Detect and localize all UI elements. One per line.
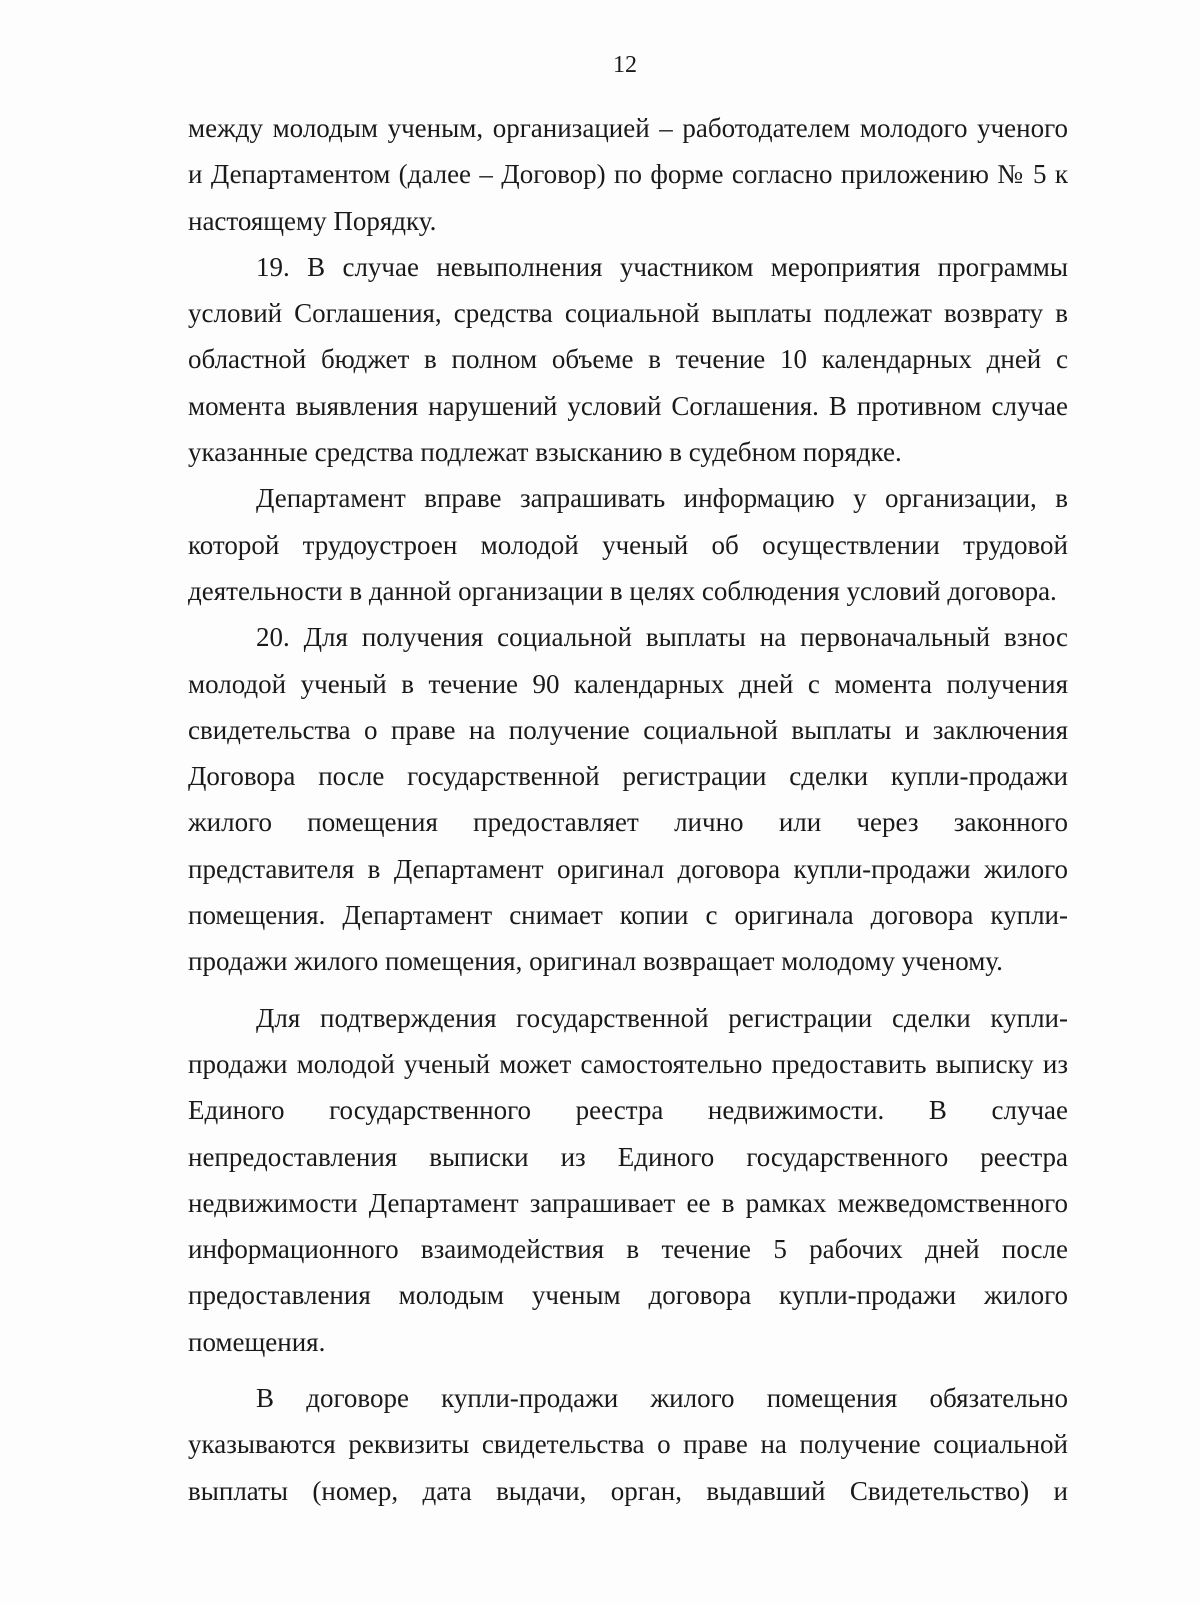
text-line: недвижимости Департамент запрашивает ее в рамках межведомственного bbox=[188, 1187, 1068, 1218]
text-line: продажи жилого помещения, оригинал возвращает молодому ученому. bbox=[188, 946, 1003, 977]
page-number: 12 bbox=[613, 52, 637, 78]
text-line: помещения. bbox=[188, 1326, 326, 1357]
text-line: Для подтверждения государственной регистрации сделки купли- bbox=[256, 1002, 1068, 1033]
text-line: которой трудоустроен молодой ученый об осуществлении трудовой bbox=[188, 529, 1068, 560]
text-line: областной бюджет в полном объеме в течение 10 календарных дней с bbox=[188, 344, 1068, 375]
text-line: Единого государственного реестра недвижимости. В случае bbox=[188, 1095, 1068, 1126]
text-line: молодой ученый в течение 90 календарных дней с момента получения bbox=[188, 668, 1068, 699]
text-line: свидетельства о праве на получение социальной выплаты и заключения bbox=[188, 714, 1068, 745]
text-line: деятельности в данной организации в целях соблюдения условий договора. bbox=[188, 575, 1057, 606]
text-line: представителя в Департамент оригинал договора купли-продажи жилого bbox=[188, 853, 1068, 884]
text-line: 20. Для получения социальной выплаты на первоначальный взнос bbox=[256, 622, 1068, 653]
text-line: жилого помещения предоставляет лично или через законного bbox=[188, 807, 1068, 838]
paragraph-gap bbox=[188, 985, 1068, 995]
text-line: информационного взаимодействия в течение 5 рабочих дней после bbox=[188, 1234, 1068, 1265]
text-line: между молодым ученым, организацией – работодателем молодого ученого bbox=[188, 113, 1068, 143]
text-line: выплаты (номер, дата выдачи, орган, выдавший Свидетельство) и bbox=[188, 1475, 1068, 1506]
text-line: В договоре купли-продажи жилого помещения обязательно bbox=[256, 1383, 1068, 1414]
text-line: 19. В случае невыполнения участником мероприятия программы bbox=[256, 251, 1068, 282]
text-line: предоставления молодым ученым договора купли-продажи жилого bbox=[188, 1280, 1068, 1311]
text-line: указываются реквизиты свидетельства о праве на получение социальной bbox=[188, 1429, 1068, 1460]
document-body bbox=[188, 105, 1068, 1514]
text-line: указанные средства подлежат взысканию в судебном порядке. bbox=[188, 437, 902, 468]
text-line: момента выявления нарушений условий Соглашения. В противном случае bbox=[188, 390, 1068, 421]
text-line: и Департаментом (далее – Договор) по форме согласно приложению № 5 к bbox=[188, 159, 1068, 190]
text-line: помещения. Департамент снимает копии с оригинала договора купли- bbox=[188, 900, 1068, 931]
text-line: Департамент вправе запрашивать информацию у организации, в bbox=[256, 483, 1068, 514]
text-line: продажи молодой ученый может самостоятельно предоставить выписку из bbox=[188, 1048, 1068, 1079]
text-line: непредоставления выписки из Единого государственного реестра bbox=[188, 1141, 1068, 1172]
text-line: условий Соглашения, средства социальной выплаты подлежат возврату в bbox=[188, 298, 1068, 329]
text-line: настоящему Порядку. bbox=[188, 205, 437, 236]
paragraph-gap bbox=[188, 1365, 1068, 1375]
text-line: Договора после государственной регистрации сделки купли-продажи bbox=[188, 761, 1068, 792]
